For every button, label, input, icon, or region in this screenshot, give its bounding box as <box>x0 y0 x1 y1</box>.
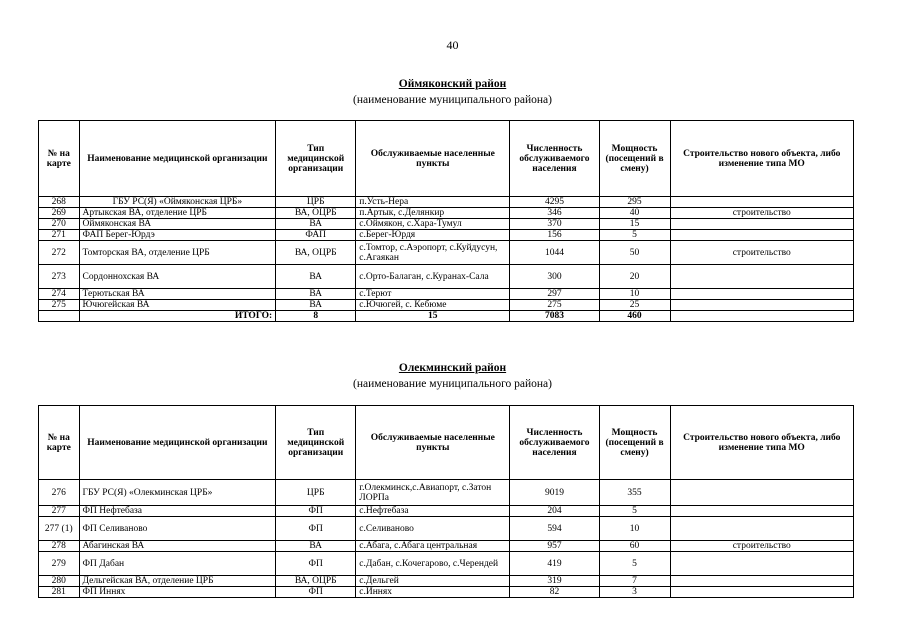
cell-type: ВА <box>276 219 356 230</box>
cell-population: 4295 <box>510 197 599 208</box>
cell-population: 1044 <box>510 241 599 265</box>
cell-construction <box>670 587 854 598</box>
section2-title: Олекминский район <box>398 362 507 374</box>
cell-type: ВА, ОЦРБ <box>276 576 356 587</box>
cell-points: с.Дельгей <box>356 576 510 587</box>
cell-capacity: 10 <box>599 289 670 300</box>
table-row <box>39 506 854 517</box>
cell-capacity: 355 <box>599 480 670 506</box>
cell-type: ФП <box>276 587 356 598</box>
cell-num: 274 <box>39 289 80 300</box>
cell-num: 272 <box>39 241 80 265</box>
table-row <box>39 480 854 506</box>
cell-construction <box>670 219 854 230</box>
cell-capacity: 5 <box>599 552 670 576</box>
cell-points: с.Томтор, с.Аэропорт, с.Куйдусун, с.Агаякан <box>356 241 510 265</box>
cell-population: 370 <box>510 219 599 230</box>
page-number: 40 <box>446 38 459 52</box>
cell-points: п.Артык, с.Делянкир <box>356 208 510 219</box>
table-header-row <box>39 406 854 480</box>
cell-population: 300 <box>510 265 599 289</box>
cell-points: с.Оймякон, с.Хара-Тумул <box>356 219 510 230</box>
cell-construction <box>670 230 854 241</box>
cell-num: 279 <box>39 552 80 576</box>
cell-name: ФП Нефтебаза <box>79 506 276 517</box>
cell-name: Артыкская ВА, отделение ЦРБ <box>79 208 276 219</box>
cell-type: ФП <box>276 517 356 541</box>
cell-points: с.Берег-Юрдя <box>356 230 510 241</box>
table-row <box>39 241 854 265</box>
cell-empty <box>670 311 854 322</box>
cell-capacity: 60 <box>599 541 670 552</box>
cell-construction <box>670 480 854 506</box>
table-row <box>39 289 854 300</box>
cell-population: 319 <box>510 576 599 587</box>
header-capacity: Мощность (посещений в смену) <box>599 406 670 480</box>
table-row <box>39 219 854 230</box>
cell-type: ВА, ОЦРБ <box>276 208 356 219</box>
cell-num: 281 <box>39 587 80 598</box>
cell-num: 270 <box>39 219 80 230</box>
total-row <box>39 311 854 322</box>
cell-name: Сордоннохская ВА <box>79 265 276 289</box>
section2-table <box>38 405 854 598</box>
cell-num: 278 <box>39 541 80 552</box>
header-name: Наименование медицинской организации <box>79 406 276 480</box>
cell-num: 280 <box>39 576 80 587</box>
cell-capacity: 40 <box>599 208 670 219</box>
cell-name: ФАП Берег-Юрдэ <box>79 230 276 241</box>
cell-num: 276 <box>39 480 80 506</box>
cell-name: ФП Иннях <box>79 587 276 598</box>
cell-points: с.Иннях <box>356 587 510 598</box>
section1-subtitle: (наименование муниципального района) <box>353 94 552 106</box>
section1-table <box>38 120 854 322</box>
cell-points: с.Селиваново <box>356 517 510 541</box>
header-num: № на карте <box>39 121 80 197</box>
cell-name: ФП Селиваново <box>79 517 276 541</box>
cell-construction <box>670 300 854 311</box>
cell-type: ФАП <box>276 230 356 241</box>
cell-num: 275 <box>39 300 80 311</box>
cell-construction <box>670 517 854 541</box>
table-row <box>39 300 854 311</box>
total-type: 8 <box>276 311 356 322</box>
cell-points: п.Усть-Нера <box>356 197 510 208</box>
cell-num: 268 <box>39 197 80 208</box>
cell-capacity: 20 <box>599 265 670 289</box>
cell-type: ВА <box>276 300 356 311</box>
cell-type: ФП <box>276 552 356 576</box>
cell-points: с.Орто-Балаган, с.Куранах-Сала <box>356 265 510 289</box>
cell-construction <box>670 506 854 517</box>
cell-name: Абагинская ВА <box>79 541 276 552</box>
table-row <box>39 197 854 208</box>
cell-name: Терютьская ВА <box>79 289 276 300</box>
header-capacity: Мощность (посещений в смену) <box>599 121 670 197</box>
table-row <box>39 541 854 552</box>
cell-name: Оймяконская ВА <box>79 219 276 230</box>
cell-num: 271 <box>39 230 80 241</box>
cell-population: 156 <box>510 230 599 241</box>
cell-type: ЦРБ <box>276 480 356 506</box>
cell-capacity: 50 <box>599 241 670 265</box>
cell-points: с.Нефтебаза <box>356 506 510 517</box>
total-points: 15 <box>356 311 510 322</box>
cell-name: Дельгейская ВА, отделение ЦРБ <box>79 576 276 587</box>
cell-capacity: 295 <box>599 197 670 208</box>
cell-population: 82 <box>510 587 599 598</box>
header-num: № на карте <box>39 406 80 480</box>
cell-type: ЦРБ <box>276 197 356 208</box>
cell-capacity: 7 <box>599 576 670 587</box>
cell-name: ГБУ РС(Я) «Олекминская ЦРБ» <box>79 480 276 506</box>
table-row <box>39 208 854 219</box>
cell-population: 594 <box>510 517 599 541</box>
cell-points: г.Олекминск,с.Авиапорт, с.Затон ЛОРПа <box>356 480 510 506</box>
cell-num: 269 <box>39 208 80 219</box>
section2-subtitle: (наименование муниципального района) <box>353 378 552 390</box>
cell-name: Томторская ВА, отделение ЦРБ <box>79 241 276 265</box>
cell-type: ВА <box>276 265 356 289</box>
cell-population: 957 <box>510 541 599 552</box>
cell-population: 275 <box>510 300 599 311</box>
cell-capacity: 10 <box>599 517 670 541</box>
cell-type: ВА <box>276 289 356 300</box>
cell-population: 204 <box>510 506 599 517</box>
section1-title: Оймяконский район <box>398 78 507 90</box>
table-row <box>39 587 854 598</box>
header-construction: Строительство нового объекта, либо изменение типа МО <box>670 121 854 197</box>
cell-name: ФП Дабан <box>79 552 276 576</box>
cell-population: 419 <box>510 552 599 576</box>
total-population: 7083 <box>510 311 599 322</box>
cell-construction <box>670 552 854 576</box>
cell-type: ВА <box>276 541 356 552</box>
cell-points: с.Ючюгей, с. Кебюме <box>356 300 510 311</box>
cell-capacity: 25 <box>599 300 670 311</box>
cell-construction <box>670 576 854 587</box>
cell-capacity: 5 <box>599 506 670 517</box>
table-row <box>39 552 854 576</box>
cell-name: Ючюгейская ВА <box>79 300 276 311</box>
header-type: Тип медицинской организации <box>276 406 356 480</box>
cell-num: 277 <box>39 506 80 517</box>
header-type: Тип медицинской организации <box>276 121 356 197</box>
header-points: Обслуживаемые населенные пункты <box>356 406 510 480</box>
cell-points: с.Дабан, с.Кочегарово, с.Черендей <box>356 552 510 576</box>
cell-name: ГБУ РС(Я) «Оймяконская ЦРБ» <box>79 197 276 208</box>
header-population: Численность обслуживаемого населения <box>510 121 599 197</box>
cell-population: 297 <box>510 289 599 300</box>
cell-points: с.Терют <box>356 289 510 300</box>
header-population: Численность обслуживаемого населения <box>510 406 599 480</box>
table-row <box>39 265 854 289</box>
table-row <box>39 576 854 587</box>
cell-capacity: 5 <box>599 230 670 241</box>
header-name: Наименование медицинской организации <box>79 121 276 197</box>
header-points: Обслуживаемые населенные пункты <box>356 121 510 197</box>
table-row <box>39 230 854 241</box>
cell-construction: строительство <box>670 541 854 552</box>
cell-num: 277 (1) <box>39 517 80 541</box>
total-label: ИТОГО: <box>79 311 276 322</box>
table-row <box>39 517 854 541</box>
cell-capacity: 15 <box>599 219 670 230</box>
cell-type: ФП <box>276 506 356 517</box>
cell-empty <box>39 311 80 322</box>
cell-construction <box>670 197 854 208</box>
total-capacity: 460 <box>599 311 670 322</box>
cell-construction: строительство <box>670 241 854 265</box>
cell-construction <box>670 265 854 289</box>
cell-population: 346 <box>510 208 599 219</box>
table-header-row <box>39 121 854 197</box>
cell-type: ВА, ОЦРБ <box>276 241 356 265</box>
cell-points: с.Абага, с.Абага центральная <box>356 541 510 552</box>
cell-capacity: 3 <box>599 587 670 598</box>
header-construction: Строительство нового объекта, либо изменение типа МО <box>670 406 854 480</box>
cell-population: 9019 <box>510 480 599 506</box>
cell-construction <box>670 289 854 300</box>
cell-num: 273 <box>39 265 80 289</box>
cell-construction: строительство <box>670 208 854 219</box>
